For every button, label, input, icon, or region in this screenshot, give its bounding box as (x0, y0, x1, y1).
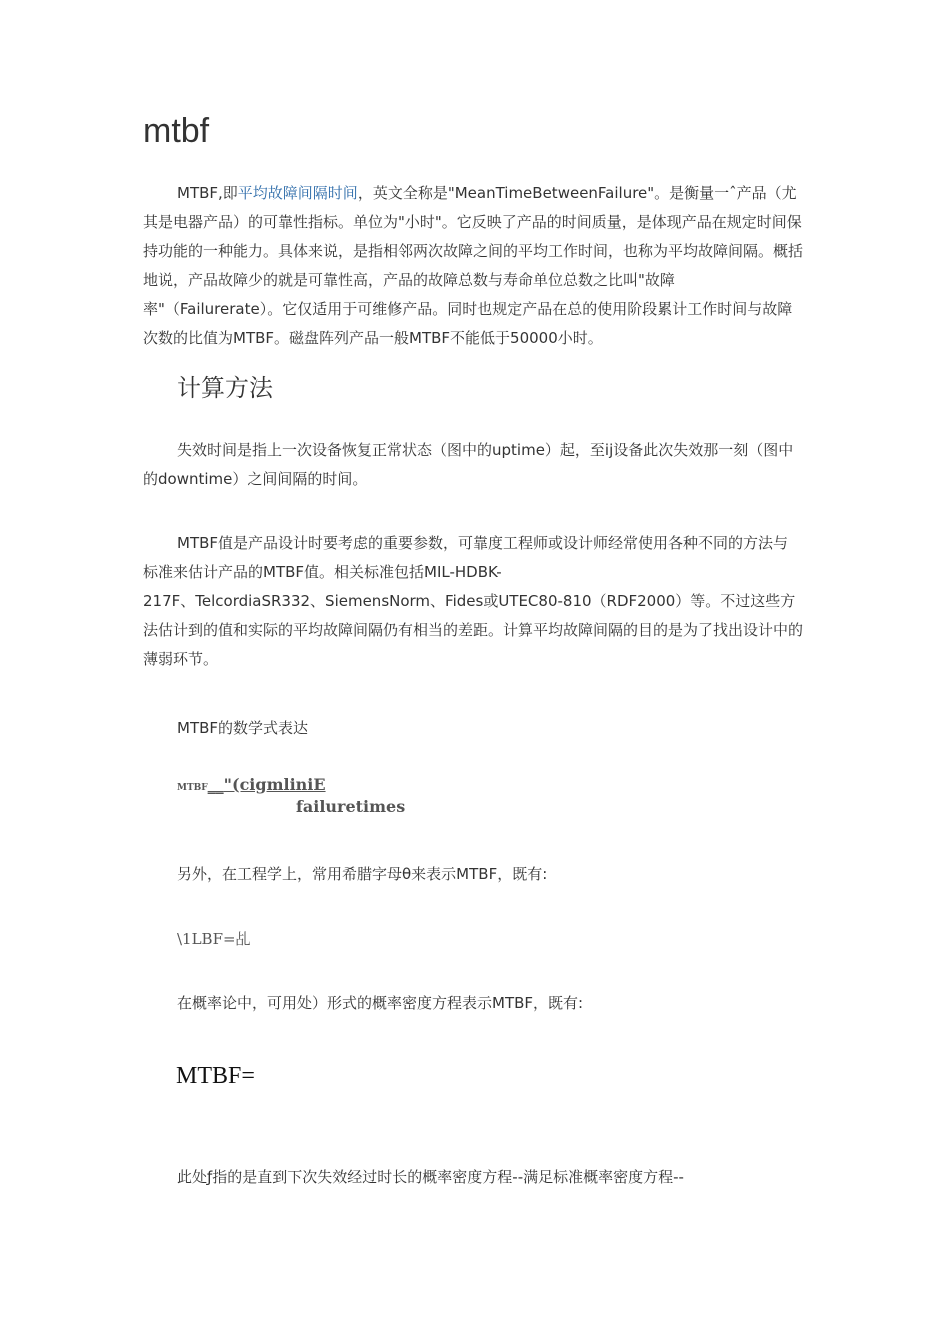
intro-rest: ，英文全称是"MeanTimeBetweenFailure"。是衡量一ˆ产品（尤其是电器产品）的可靠性指标。单位为"小时"。它反映了产品的时间质量，是体现产品在规定时间保持功能的一种能力。具体来说，是指相邻两次故障之间的平均工作时间，也称为平均故障间隔。概括地说，产品故障少的就是可靠性高，产品的故障总数与寿命单位总数之比叫"故障率"（Failurerate）。它仅适用于可维修产品。同时也规定产品在总的使用阶段累计工作时间与故障次数的比值为MTBF。磁盘阵列产品一般MTBF不能低于50000小时。 (143, 184, 804, 347)
probability-line: 在概率论中，可用处）形式的概率密度方程表示MTBF，既有: (177, 994, 584, 1012)
formula-denominator: failuretimes (296, 797, 406, 816)
theta-line: 另外，在工程学上，常用希腊字母θ来表示MTBF，既有: (177, 865, 548, 883)
mtbf-definition-link[interactable]: 平均故障间隔时间 (237, 184, 358, 202)
section-heading: 计算方法 (177, 374, 273, 402)
math-expression-label: MTBF的数学式表达 (177, 719, 309, 737)
mtbf-value-paragraph (143, 529, 803, 674)
mtbf-value-line2: 217F、TelcordiaSR332、SiemensNorm、Fides或UTEC80-810（RDF2000）等。不过这些方法估计到的值和实际的平均故障间隔仍有相当的差距。计算平均故障间隔的目的是为了找出设计中的薄弱环节。 (143, 591, 804, 668)
formula-lhs: MTBF (177, 783, 208, 793)
failure-time-paragraph: 失效时间是指上一次设备恢复正常状态（图中的uptime）起，至ij设备此次失效那一刻（图中的downtime）之间间隔的时间。 (143, 441, 794, 488)
formula-numerator: __"(cigmliniE (207, 775, 326, 794)
intro-prefix: MTBF,即 (177, 184, 238, 202)
page-title: mtbf (143, 112, 210, 150)
integral-formula: MTBF= (176, 1063, 255, 1089)
final-line: 此处ƒ指的是直到下次失效经过时长的概率密度方程--满足标准概率密度方程-- (177, 1168, 684, 1186)
mtbf-formula (177, 775, 406, 816)
mtbf-value-line1: MTBF值是产品设计时要考虑的重要参数，可靠度工程师或设计师经常使用各种不同的方法与标准来估计产品的MTBF值。相关标准包括MIL-HDBK- (143, 534, 789, 581)
theta-formula: \1LBF=乩 (177, 930, 251, 948)
intro-paragraph (143, 179, 803, 352)
